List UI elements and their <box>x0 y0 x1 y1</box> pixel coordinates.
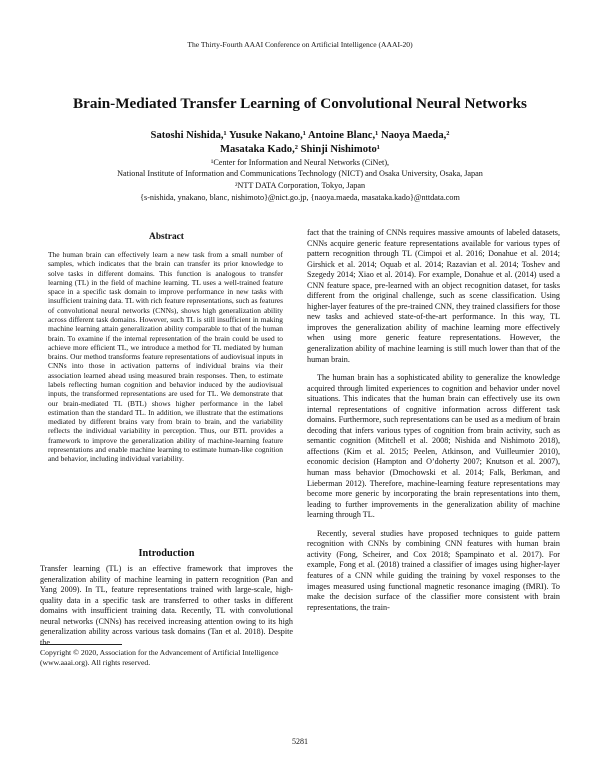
right-column-body <box>307 228 560 613</box>
affiliation-line-1: ¹Center for Information and Neural Networks (CiNet), <box>210 158 390 167</box>
introduction-paragraph-1: Transfer learning (TL) is an effective framework that improves the generalization ability of machine learning in pattern recognition (Pan and Yang 2009). In TL, feature representations trained with large-scale, high-quality data in a specific task are transferred to other tasks in different domains with insufficient training data. Recently, TL with convolutional neural networks (CNNs) has received increasing attention owing to its high generalization ability across various task domains (Tan et al. 2018). Despite the <box>40 564 293 647</box>
right-column-paragraph-1: fact that the training of CNNs requires massive amounts of labeled datasets, CNNs acquire generic feature representations available for various types of pattern recognition through TL (Cimpoi et al. 2016; Donahue et al. 2014; Girshick et al. 2014; Oquab et al. 2014; Razavian et al. 2014; Toshev and Szegedy 2014; Xiao et al. 2014). For example, Donahue et al. (2014) used a CNN feature space, pre-learned with an object recognition dataset, for tasks different from the original challenge, such as scene classification. Using higher-layer features of the pre-trained CNN, they trained classifiers for those new tasks and achieved state-of-the-art performance. In this way, TL improves the generalization ability of machine learning more effectively when using more generic feature representations. However, the generalization ability of machine learning is still much lower than that of the human brain. <box>307 228 560 364</box>
copyright-notice: Copyright © 2020, Association for the Advancement of Artificial Intelligence (www.aaai.org). All rights reserved. <box>40 648 279 667</box>
abstract-heading: Abstract <box>149 232 184 242</box>
author-emails: {s-nishida, ynakano, blanc, nishimoto}@nict.go.jp, {naoya.maeda, masataka.kado}@nttdata.com <box>140 193 460 202</box>
footnote-rule <box>40 644 122 645</box>
conference-header: The Thirty-Fourth AAAI Conference on Artificial Intelligence (AAAI-20) <box>187 40 413 49</box>
affiliation-line-3: ²NTT DATA Corporation, Tokyo, Japan <box>234 181 366 190</box>
author-line-2: Masataka Kado,² Shinji Nishimoto¹ <box>220 144 380 155</box>
paper-title: Brain-Mediated Transfer Learning of Convolutional Neural Networks <box>73 95 527 112</box>
introduction-body <box>40 564 293 648</box>
page-number: 5281 <box>292 737 308 746</box>
abstract-text: The human brain can effectively learn a new task from a small number of samples, which indicates that the brain can transfer its prior knowledge to solve tasks in different domains. This function is analogous to transfer learning (TL) in the field of machine learning. TL uses a well-trained feature space in a specific task domain to improve performance in new tasks with insufficient training data. TL with rich feature representations, such as features of convolutional neural networks (CNNs), shows high generalization ability across different task domains. However, such TL is still insufficient in making machine learning attain generalization ability comparable to that of the human brain. To examine if the internal representation of the brain could be used to achieve more efficient TL, we introduce a method for TL mediated by human brains. Our method transforms feature representations of audiovisual inputs in CNNs into those in activation patterns of individual brains via their association learned ahead using measured brain responses. Then, to estimate labels reflecting human cognition and behavior induced by the audiovisual inputs, the transformed representations are used for TL. We demonstrate that our brain-mediated TL (BTL) shows higher performance in the label estimation than the standard TL. In addition, we illustrate that the estimations mediated by different brains vary from brain to brain, and the variability reflects the individual variability in perception. Thus, our BTL provides a framework to improve the generalization ability of machine-learning feature representations and enable machine learning to estimate human-like cognition and behavior, including individual variability. <box>48 250 283 464</box>
right-column-paragraph-2: The human brain has a sophisticated ability to generalize the knowledge acquired through limited experiences to cognition and behavior under novel situations. This indicates that the human brain can effectively use its own internal representations of cognitive information across different task domains. Furthermore, such representations can be used as a medium of brain decoding that infers various types of cognition from brain activity, such as semantic cognition (Mitchell et al. 2008; Nishida and Nishimoto 2018), affections (Kim et al. 2015; Peelen, Atkinson, and Vuilleumier 2010), economic decision (Hampton and O’doherty 2007; Knutson et al. 2007), human mass behavior (Dmochowski et al. 2014; Falk, Berkman, and Lieberman 2012). Therefore, machine-learning feature representations may become more generic by incorporating the brain representations into them, leading to further improvements in the generalization ability of machine learning through TL. <box>307 373 560 520</box>
right-column-paragraph-3: Recently, several studies have proposed techniques to guide pattern recognition with CNNs by combining CNN features with human brain activity (Fong, Scheirer, and Cox 2018; Spampinato et al. 2017). For example, Fong et al. (2018) trained a classifier of images using higher-layer features of a CNN while guiding the training by voxel responses to the images measured using functional magnetic resonance imaging (fMRI). To make the decision surface of the classifier more consistent with brain representations, the train- <box>307 528 560 612</box>
affiliation-line-2: National Institute of Information and Communications Technology (NICT) and Osaka University, Osaka, Japan <box>117 169 483 178</box>
introduction-heading: Introduction <box>138 548 195 559</box>
author-line-1: Satoshi Nishida,¹ Yusuke Nakano,¹ Antoine Blanc,¹ Naoya Maeda,² <box>150 130 450 141</box>
